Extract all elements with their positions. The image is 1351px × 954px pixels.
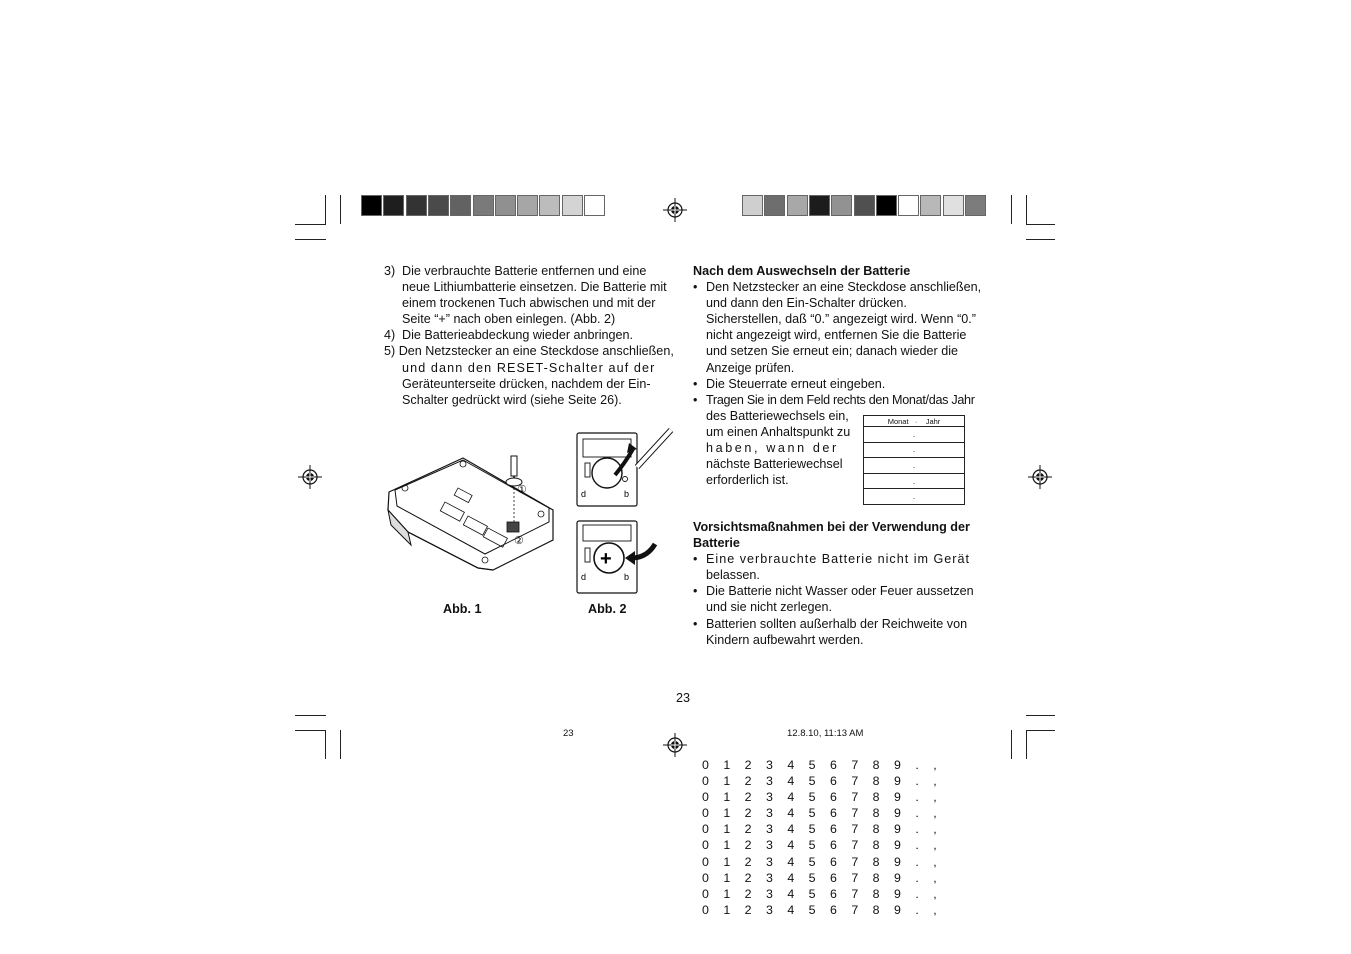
table-header-row [864,416,965,427]
digit-line: 0 1 2 3 4 5 6 7 8 9 . , [702,886,943,901]
table-cell[interactable]: . [864,427,965,443]
precautions-section [693,519,985,648]
color-swatch [943,195,964,216]
crop-mark [1026,730,1027,759]
color-swatch [383,195,404,216]
crop-mark [1026,715,1055,716]
color-swatch [898,195,919,216]
bullet-line: um einen Anhaltspunkt zu [706,424,851,439]
instruction-step-5 [384,343,676,407]
step-line: Die verbrauchte Batterie entfernen und eine [402,264,647,278]
bullet-line: Eine verbrauchte Batterie nicht im Gerät [706,552,970,567]
bullet-line: und setzen Sie erneut ein; danach wieder die [706,344,959,359]
color-swatch [517,195,538,216]
table-row [864,427,965,443]
step-line: und dann den RESET-Schalter auf der [402,360,656,375]
bullet-dot: • [693,376,698,391]
footer-page-ref: 23 [563,728,574,739]
color-swatch [742,195,763,216]
svg-text:b: b [624,489,630,499]
bullet-line: Tragen Sie in dem Feld rechts den Monat/das Jahr [706,392,975,407]
color-swatch [584,195,605,216]
battery-change-log-table [863,415,965,505]
digit-line: 0 1 2 3 4 5 6 7 8 9 . , [702,902,943,917]
bullet-line: Sicherstellen, daß “0.” angezeigt wird. Wenn “0.” [706,312,976,327]
bullet-dot: • [693,392,698,407]
crop-mark [325,730,326,759]
registration-mark-icon [1028,465,1052,489]
color-swatch [787,195,808,216]
page-number: 23 [676,691,691,705]
crop-mark [340,730,341,759]
step-line: Seite “+” nach oben einlegen. (Abb. 2) [402,312,616,327]
step-number: 5) [384,344,396,359]
digit-line: 0 1 2 3 4 5 6 7 8 9 . , [702,758,943,772]
color-swatch [428,195,449,216]
registration-mark-icon [298,465,322,489]
bullet-line: und sie nicht zerlegen. [706,600,833,615]
bullet-dot: • [693,552,698,567]
bullet-dot: • [693,584,698,599]
crop-mark [295,715,326,716]
crop-mark [1011,195,1012,224]
svg-text:d: d [581,572,587,582]
crop-mark [1026,224,1055,225]
section-heading-precautions-line1: Vorsichtsmaßnahmen bei der Verwendung der [693,520,970,534]
color-swatch [562,195,583,216]
callout-one: ① [517,484,527,496]
crop-mark [295,239,326,240]
bullet-line: belassen. [706,568,760,583]
color-swatch [965,195,986,216]
bullet-item [693,279,985,376]
table-row [864,458,965,474]
bullet-line: Die Steuerrate erneut eingeben. [706,376,886,391]
color-swatch [876,195,897,216]
crop-mark [1026,195,1027,224]
bullet-line: Batterien sollten außerhalb der Reichweite von [706,616,968,631]
registration-mark-icon [663,198,687,222]
section-heading-precautions-line2: Batterie [693,536,740,551]
color-swatch [450,195,471,216]
crop-mark [340,195,341,224]
bullet-line: Kindern aufbewahrt werden. [706,632,864,647]
instruction-step-3 [384,263,676,327]
figure-battery-removal [575,425,675,509]
table-row [864,442,965,458]
table-cell[interactable]: . [864,489,965,505]
color-swatch [920,195,941,216]
bullet-line: nächste Batteriewechsel [706,457,843,472]
step-line: neue Lithiumbatterie einsetzen. Die Batterie mit [402,280,667,295]
bullet-line: Die Batterie nicht Wasser oder Feuer aussetzen [706,584,974,599]
svg-text:b: b [624,572,630,582]
month-label: Monat [887,416,909,426]
bullet-item [693,376,985,392]
bullet-item [693,583,985,615]
crop-mark [325,195,326,224]
digit-test-block [702,757,942,918]
bullet-dot: • [693,280,698,295]
figure-calculator-underside [383,450,558,575]
table-header-cell [864,416,965,427]
figure-caption-abb2: Abb. 2 [588,602,627,616]
step-line: Die Batterieabdeckung wieder anbringen. [402,328,634,343]
table-row [864,473,965,489]
color-swatch [764,195,785,216]
step-line: Schalter gedrückt wird (siehe Seite 26). [402,392,622,407]
bullet-line: des Batteriewechsels ein, [706,408,849,423]
digit-line: 0 1 2 3 4 5 6 7 8 9 . , [702,790,943,805]
color-swatch [539,195,560,216]
table-cell[interactable]: . [864,458,965,474]
step-number: 4) [384,328,396,343]
table-cell[interactable]: . [864,442,965,458]
crop-mark [1026,239,1055,240]
bullet-line: und dann den Ein-Schalter drücken. [706,296,907,311]
table-row [864,489,965,505]
digit-line: 0 1 2 3 4 5 6 7 8 9 . , [702,870,943,885]
bullet-line: Den Netzstecker an eine Steckdose anschließen, [706,280,982,295]
bullet-line: haben, wann der [706,441,839,456]
crop-mark [295,224,326,225]
year-label: Jahr [925,416,941,426]
registration-mark-icon [663,733,687,757]
digit-line: 0 1 2 3 4 5 6 7 8 9 . , [702,806,943,821]
svg-text:d: d [581,489,587,499]
table-cell[interactable]: . [864,473,965,489]
figure-caption-abb1: Abb. 1 [443,602,482,616]
instruction-step-4 [384,327,676,343]
separator-label: · [914,416,918,426]
bullet-dot: • [693,616,698,631]
section-heading-after-replacement: Nach dem Auswechseln der Batterie [693,264,911,278]
bullet-line: nicht angezeigt wird, entfernen Sie die Batterie [706,328,967,343]
color-swatch [854,195,875,216]
crop-mark [1026,730,1055,731]
step-line: Den Netzstecker an eine Steckdose anschließen, [398,344,674,359]
svg-text:+: + [600,548,612,570]
color-swatch [361,195,382,216]
digit-line: 0 1 2 3 4 5 6 7 8 9 . , [702,822,943,837]
crop-mark [295,730,326,731]
color-swatch [831,195,852,216]
bullet-item [693,616,985,648]
color-swatch [809,195,830,216]
footer-timestamp: 12.8.10, 11:13 AM [787,728,864,739]
crop-mark [1011,730,1012,759]
digit-line: 0 1 2 3 4 5 6 7 8 9 . , [702,774,943,789]
digit-line: 0 1 2 3 4 5 6 7 8 9 . , [702,838,943,853]
bullet-line: erforderlich ist. [706,473,789,488]
bullet-item [693,551,985,583]
step-line: Geräteunterseite drücken, nachdem der Ein- [402,376,651,391]
bullet-line: Anzeige prüfen. [706,360,795,375]
color-swatch [495,195,516,216]
color-swatch [406,195,427,216]
step-number: 3) [384,264,396,278]
callout-two: ② [514,535,524,547]
digit-line: 0 1 2 3 4 5 6 7 8 9 . , [702,854,943,869]
left-column [384,263,676,408]
figure-battery-insertion [575,518,675,596]
color-swatch [473,195,494,216]
step-line: einem trockenen Tuch abwischen und mit der [402,296,656,311]
